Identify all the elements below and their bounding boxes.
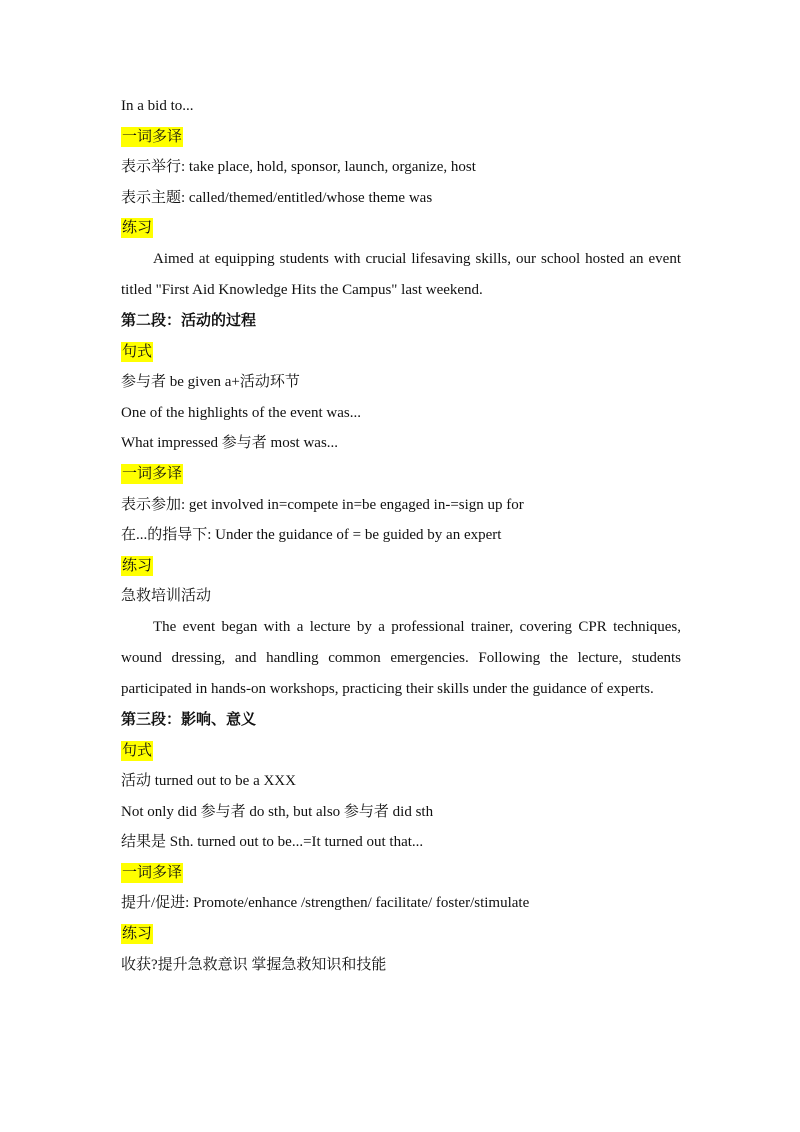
highlight-text: 一词多译 [122, 128, 183, 145]
text-line: 提升/促进: Promote/enhance /strengthen/ facilitate/ foster/stimulate [121, 895, 530, 912]
highlight-label [121, 863, 681, 883]
paragraph: Aimed at equipping students with crucial lifesaving skills, our school hosted an event titled "First Aid Knowledge Hits the Campus" last weekend. [121, 250, 681, 298]
highlight-label [121, 924, 681, 944]
text-line: 在...的指导下: Under the guidance of = be guided by an expert [121, 527, 502, 544]
highlight-text: 句式 [122, 343, 153, 360]
text-line: Not only did 参与者 do sth, but also 参与者 did sth [121, 803, 434, 820]
text-line: 结果是 Sth. turned out to be...=It turned out that... [121, 834, 424, 851]
text-line: 表示举行: take place, hold, sponsor, launch, organize, host [121, 159, 476, 176]
text-line: 表示参加: get involved in=compete in=be engaged in-=sign up for [121, 496, 524, 513]
text-line: What impressed 参与者 most was... [121, 435, 339, 452]
section-heading: 第二段：活动的过程 [121, 312, 257, 329]
highlight-text: 一词多译 [122, 864, 183, 881]
text-line: One of the highlights of the event was... [121, 404, 361, 421]
highlight-label [121, 464, 681, 484]
text-line: 急救培训活动 [121, 588, 212, 605]
highlight-label [121, 218, 681, 238]
text-line: In a bid to... [121, 98, 194, 114]
highlight-text: 练习 [122, 220, 153, 237]
highlight-text: 一词多译 [122, 465, 183, 482]
section-heading: 第三段：影响、意义 [121, 711, 257, 728]
highlight-label [121, 741, 681, 761]
text-line: 参与者 be given a+活动环节 [121, 374, 300, 391]
document-page [121, 96, 681, 985]
text-line: 活动 turned out to be a XXX [121, 773, 296, 790]
highlight-text: 句式 [122, 742, 153, 759]
highlight-label [121, 556, 681, 576]
text-line: 收获?提升急救意识 掌握急救知识和技能 [121, 956, 387, 973]
paragraph: The event began with a lecture by a professional trainer, covering CPR techniques, wound dressing, and handling common emergencies. Following the lecture, students participated in hands-on workshops, practicing their skills under the guidance of experts. [121, 618, 681, 697]
highlight-text: 练习 [122, 557, 153, 574]
highlight-label [121, 342, 681, 362]
highlight-text: 练习 [122, 926, 153, 943]
text-line: 表示主题: called/themed/entitled/whose theme was [121, 189, 433, 206]
highlight-label [121, 127, 681, 147]
